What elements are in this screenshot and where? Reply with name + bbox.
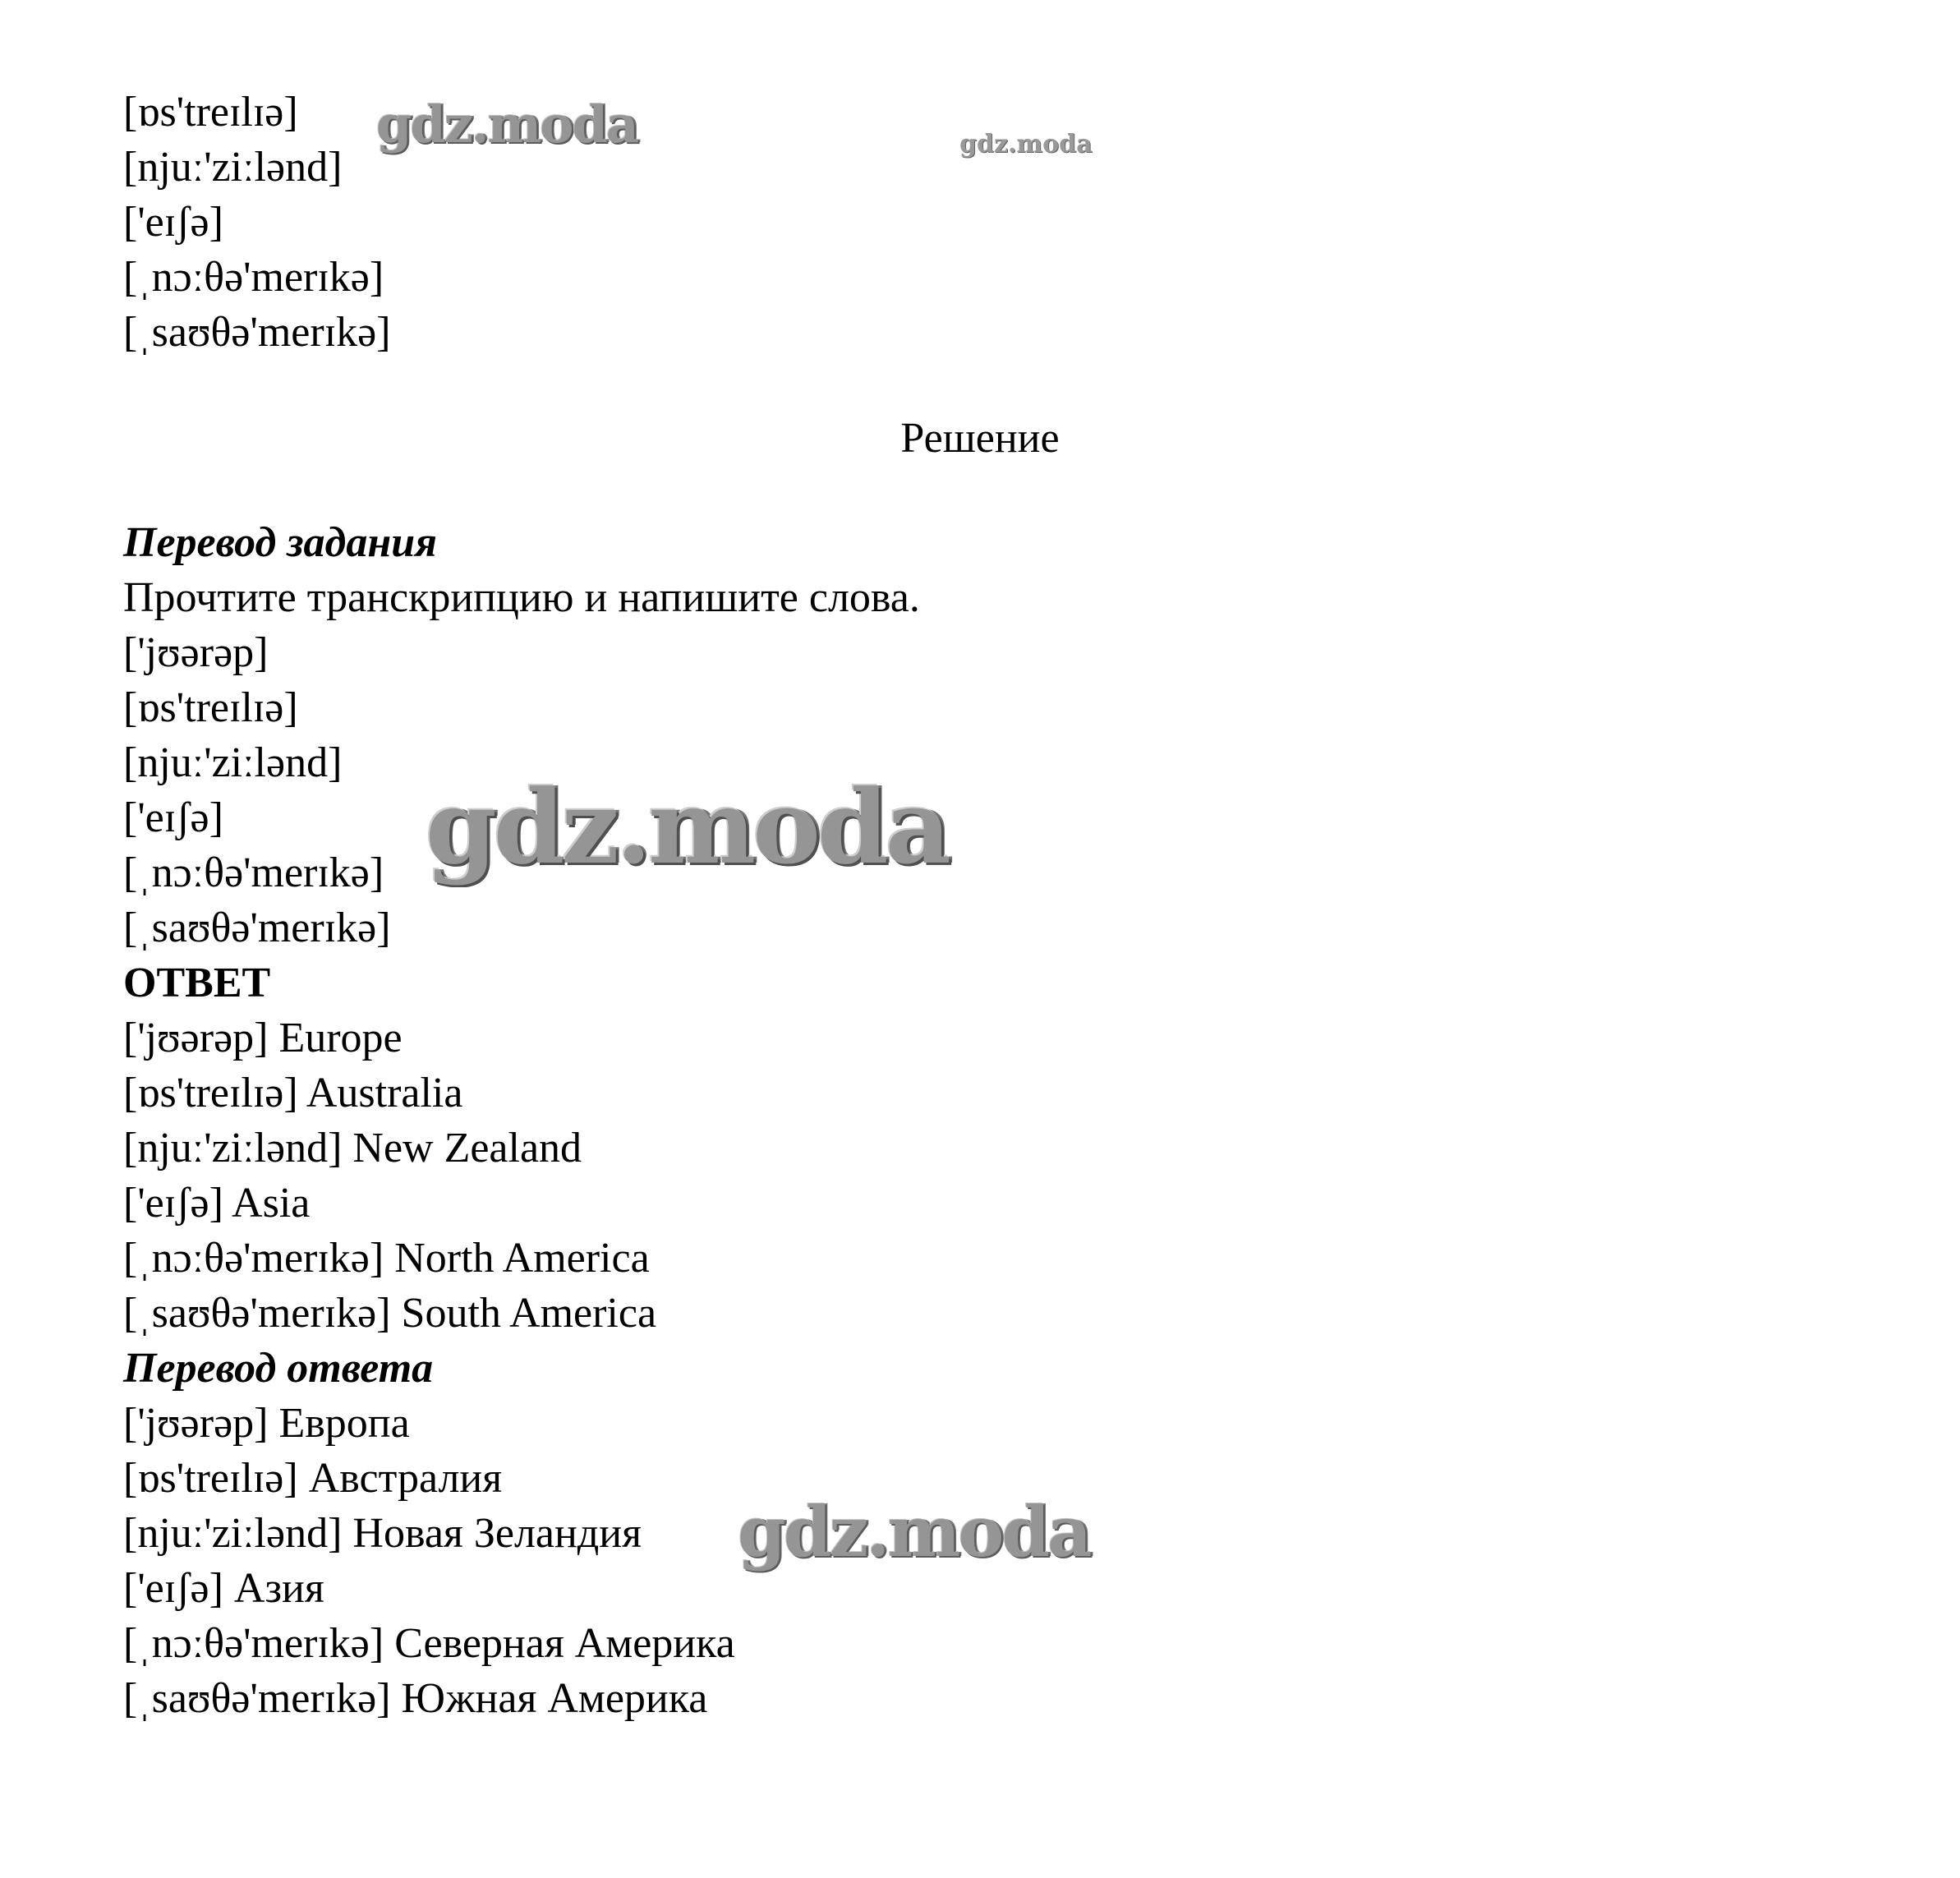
transcription-line: [njuː'ziːlənd]	[123, 144, 343, 191]
task-transcription-line: [njuː'ziːlənd]	[123, 739, 343, 786]
answer-line: [ˌsaʊθə'merɪkə] South America	[123, 1290, 657, 1337]
solution-heading: Решение	[900, 415, 1060, 462]
transcription-line: [ˌnɔːθə'merɪkə]	[123, 254, 384, 301]
task-translation-heading: Перевод задания	[123, 519, 437, 566]
task-transcription-line: [ɒs'treɪlɪə]	[123, 684, 298, 731]
answer-translation-line: ['eɪʃə] Азия	[123, 1565, 324, 1612]
solution-body	[123, 515, 920, 1726]
task-transcription-line: [ˌsaʊθə'merɪkə]	[123, 904, 391, 951]
watermark: gdz.moda	[959, 130, 1093, 159]
task-instruction: Прочтите транскрипцию и напишите слова.	[123, 574, 920, 621]
answer-line: [ɒs'treɪlɪə] Australia	[123, 1070, 463, 1116]
answer-line: ['jʊərəp] Europe	[123, 1015, 403, 1061]
answer-line: ['eɪʃə] Asia	[123, 1180, 311, 1227]
task-transcription-line: ['jʊərəp]	[123, 629, 269, 676]
watermark: gdz.moda	[738, 1491, 1090, 1572]
top-transcription-list	[123, 85, 391, 360]
answer-line: [ˌnɔːθə'merɪkə] North America	[123, 1235, 650, 1282]
watermark: gdz.moda	[426, 768, 948, 887]
task-transcription-line: [ˌnɔːθə'merɪkə]	[123, 849, 384, 896]
transcription-line: [ˌsaʊθə'merɪkə]	[123, 309, 391, 356]
answer-heading: ОТВЕТ	[123, 960, 271, 1006]
task-transcription-line: ['eɪʃə]	[123, 794, 223, 841]
answer-translation-line: [ˌsaʊθə'merɪkə] Южная Америка	[123, 1675, 708, 1722]
answer-line: [njuː'ziːlənd] New Zealand	[123, 1125, 582, 1171]
transcription-line: [ɒs'treɪlɪə]	[123, 89, 298, 136]
transcription-line: ['eɪʃə]	[123, 199, 223, 246]
answer-translation-line: [ɒs'treɪlɪə] Австралия	[123, 1455, 503, 1502]
answer-translation-line: [ˌnɔːθə'merɪkə] Северная Америка	[123, 1620, 735, 1667]
answer-translation-heading: Перевод ответа	[123, 1345, 434, 1392]
watermark: gdz.moda	[376, 94, 637, 154]
answer-translation-line: ['jʊərəp] Европа	[123, 1400, 410, 1447]
answer-translation-line: [njuː'ziːlənd] Новая Зеландия	[123, 1510, 642, 1557]
